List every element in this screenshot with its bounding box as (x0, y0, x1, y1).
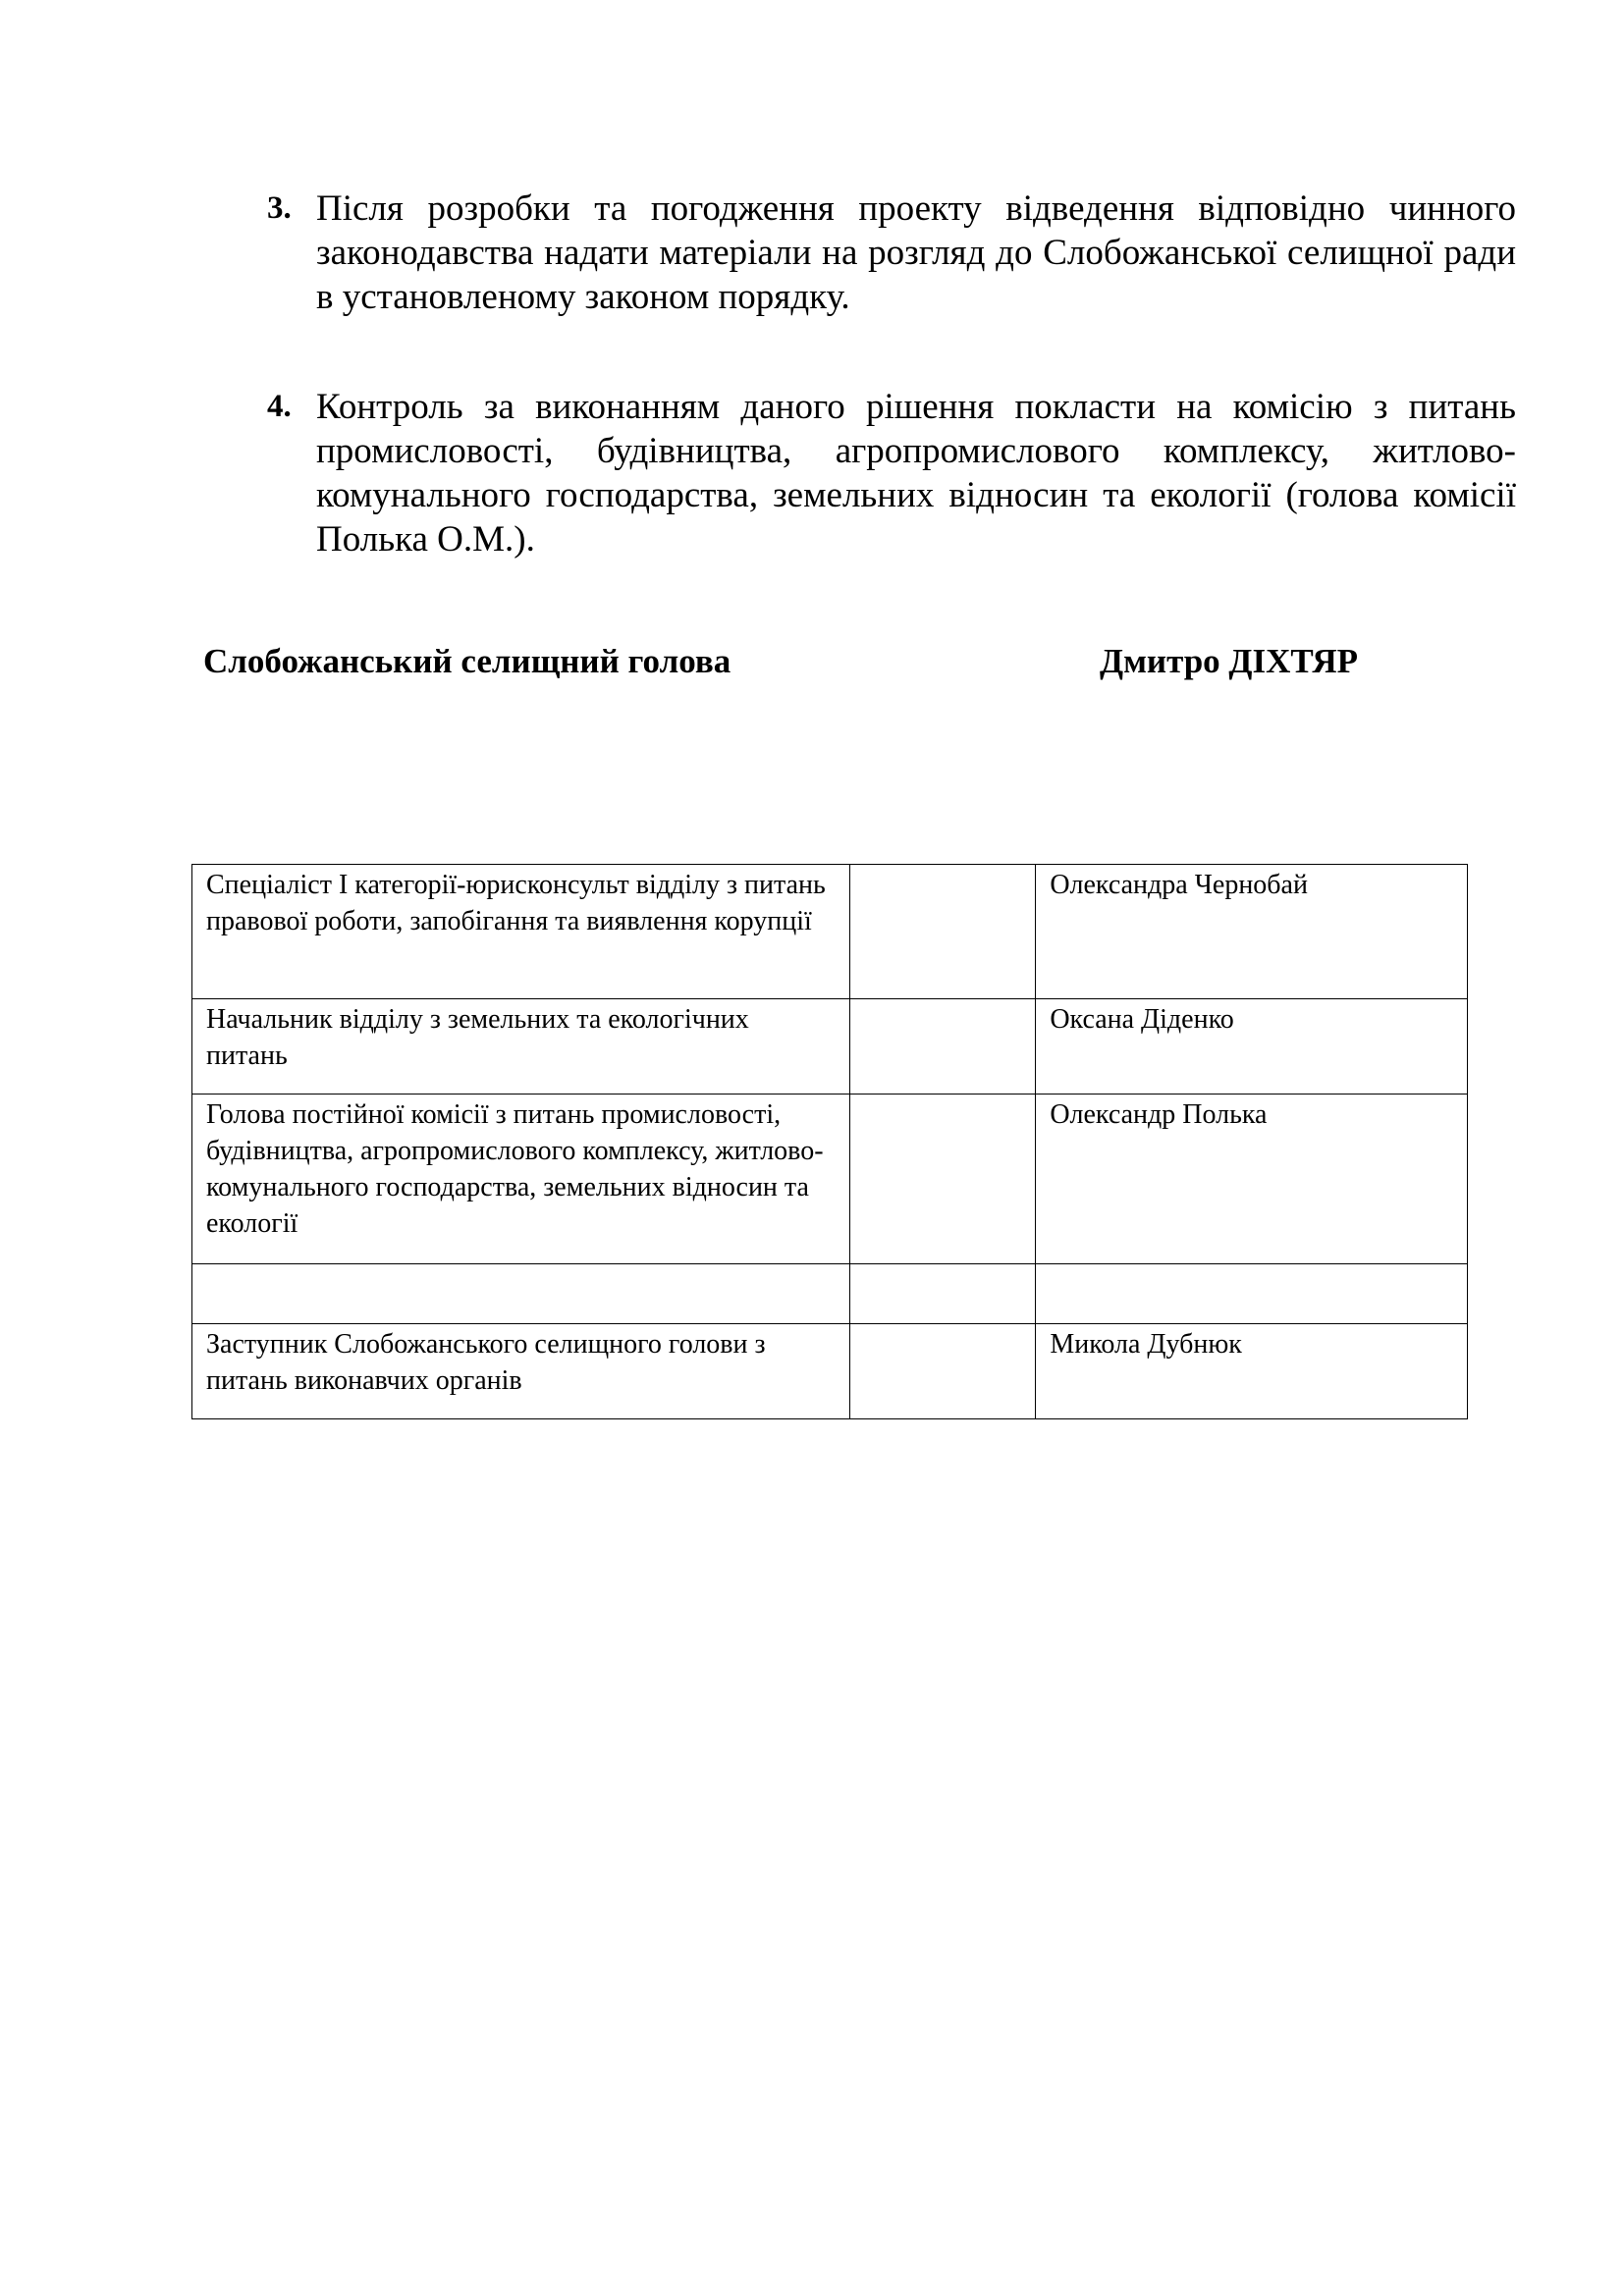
name-cell: Олександр Полька (1036, 1095, 1468, 1264)
name-cell: Оксана Діденко (1036, 999, 1468, 1095)
name-cell: Олександра Чернобай (1036, 865, 1468, 999)
table-row (192, 999, 1468, 1095)
item-number: 3. (267, 190, 292, 226)
name-cell (1036, 1264, 1468, 1324)
position-cell: Начальник відділу з земельних та екологічних питань (192, 999, 850, 1095)
item-number: 4. (267, 389, 292, 424)
signatory-name: Дмитро ДІХТЯР (1100, 642, 1359, 680)
signature-cell (850, 1095, 1036, 1264)
signatory-title: Слобожанський селищний голова (203, 642, 731, 680)
item-text: Контроль за виконанням даного рішення покласти на комісію з питань промисловості, будівництва, агропромислового комплексу, житлово-комунального господарства, земельних відносин та екології (голова комісії Полька О.М.). (316, 387, 1516, 560)
position-cell: Заступник Слобожанського селищного голови з питань виконавчих органів (192, 1324, 850, 1419)
signature-cell (850, 1324, 1036, 1419)
resolution-item-4 (267, 385, 1516, 561)
name-cell: Микола Дубнюк (1036, 1324, 1468, 1419)
position-cell: Голова постійної комісії з питань промисловості, будівництва, агропромислового комплексу, житлово-комунального господарства, земельних відносин та екології (192, 1095, 850, 1264)
table-row (192, 1324, 1468, 1419)
table-row (192, 1095, 1468, 1264)
signature-cell (850, 865, 1036, 999)
item-text: Після розробки та погодження проекту відведення відповідно чинного законодавства надати матеріали на розгляд до Слобожанської селищної ради в установленому законом порядку. (316, 188, 1516, 317)
table-row (192, 1264, 1468, 1324)
table-row (192, 865, 1468, 999)
position-cell: Спеціаліст І категорії-юрисконсульт відділу з питань правової роботи, запобігання та виявлення корупції (192, 865, 850, 999)
approval-table (191, 864, 1468, 1419)
signature-cell (850, 999, 1036, 1095)
signature-cell (850, 1264, 1036, 1324)
resolution-item-3 (267, 187, 1516, 319)
position-cell (192, 1264, 850, 1324)
